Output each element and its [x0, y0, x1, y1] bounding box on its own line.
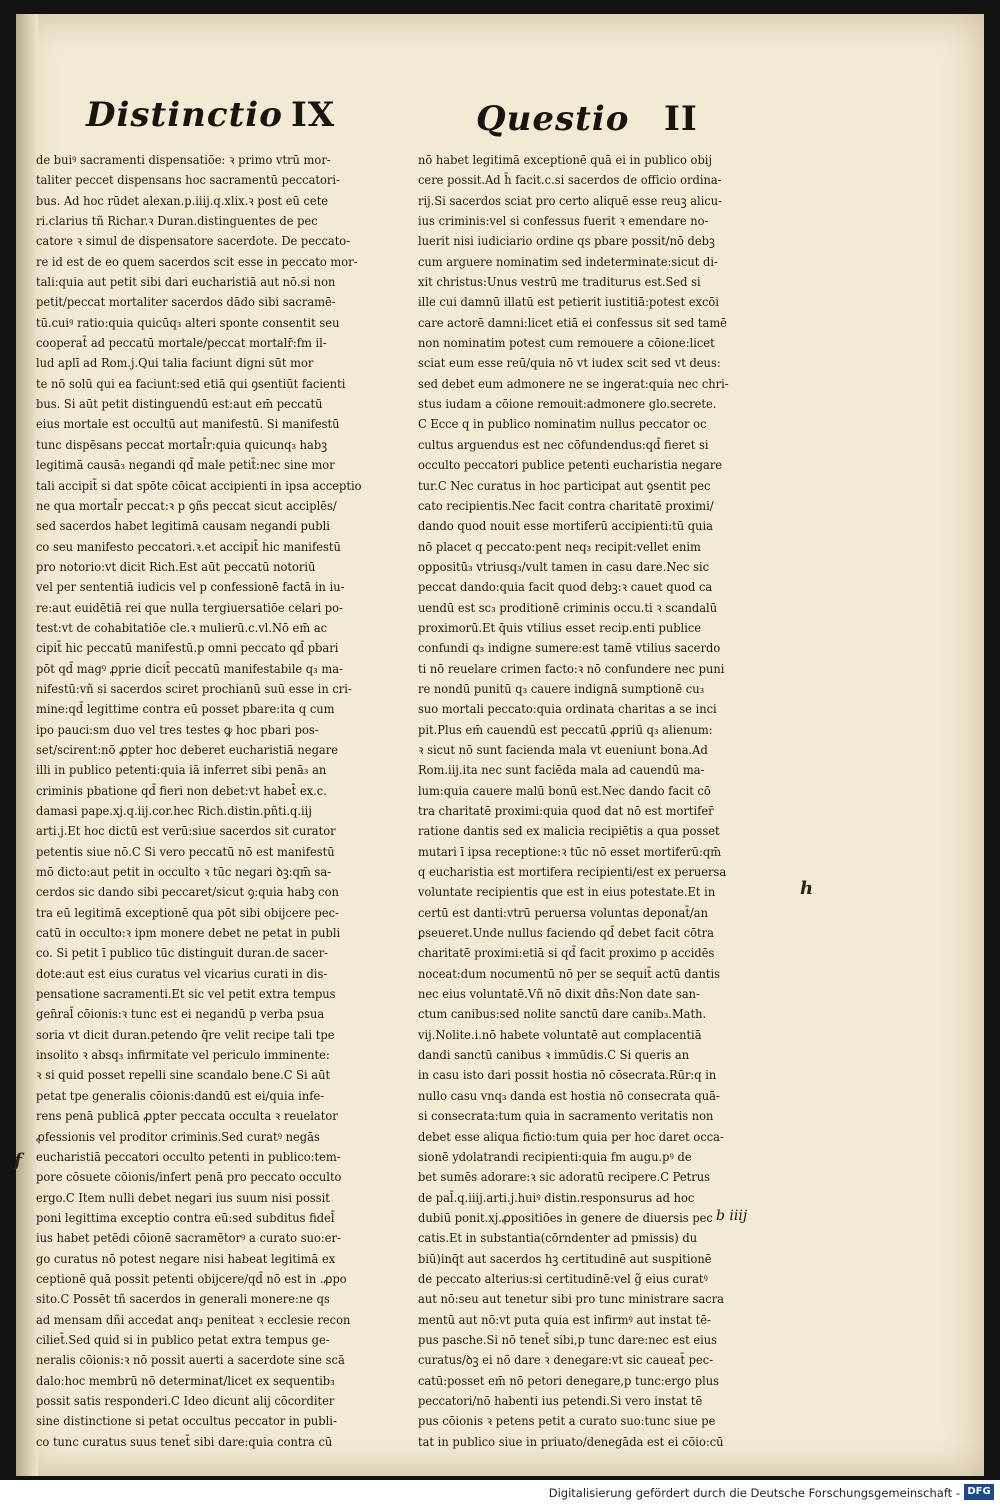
right-column-line: proximorū.Et q̄uis vtilius esset recip.enti publice	[418, 620, 702, 635]
left-column-line: mine:qd̄ legittime contra eū posset pbare:ita q cum	[36, 702, 335, 717]
left-column-line: ad mensam dñi accedat anq₃ peniteat ꝛ ecclesie recon	[36, 1312, 351, 1327]
left-column-line: pro notorio:vt dicit Rich.Est aūt peccatū notoriū	[36, 559, 316, 574]
left-column-line: pore cōsuete cōionis/infert penā pro peccato occulto	[36, 1170, 342, 1185]
left-column-line: co seu manifesto peccatori.ꝛ.et accipit̄ hic manifestū	[36, 539, 341, 554]
footer-credit: Digitalisierung gefördert durch die Deutsche Forschungsgemeinschaft -	[548, 1486, 960, 1500]
left-column-line: ne qua mortal̄r peccat:ꝛ p ꝯñs peccat sicut acciplēs/	[36, 498, 337, 513]
header-distinctio-number: IX	[291, 95, 336, 135]
right-column-line: dubiū ponit.xj.ꝓpositiōes in genere de diuersis pec	[418, 1210, 713, 1225]
right-column-line: de pal̄.q.iiij.arti.j.huiꝰ distin.responsurus ad hoc	[418, 1190, 695, 1205]
right-column-line: occulto peccatori publice petenti eucharistia negare	[418, 458, 723, 473]
left-column-line: re id est de eo quem sacerdos scit esse in peccato mor-	[36, 254, 358, 269]
right-column-line: cum arguere nominatim sed indeterminate:sicut di-	[418, 254, 718, 269]
header-questio: Questio	[476, 99, 630, 139]
right-column-line: mutari ī ipsa receptione:ꝛ tūc nō esset mortiferū:qm̄	[418, 844, 722, 859]
right-column-line: tat in publico siue in priuato/denegāda est ei cōio:cū	[418, 1434, 724, 1449]
left-column-line: rens penā publicā ꝓpter peccata occulta ꝛ reuelator	[36, 1109, 338, 1124]
right-column-line: de peccato alterius:si certitudinē:vel g̃ eius curatꝰ	[418, 1271, 708, 1286]
right-column-line: si consecrata:tum quia in sacramento veritatis non	[418, 1109, 714, 1124]
right-column-line: in casu isto dari possit hostia nō cōsecrata.Rūr:q in	[418, 1068, 717, 1083]
left-column-line: ciliet̄.Sed quid si in publico petat extra tempus ge-	[36, 1332, 330, 1347]
right-column-line: pus cōionis ꝛ petens petit a curato suo:tunc siue pe	[418, 1414, 716, 1429]
right-column-line: nō habet legitimā exceptionē quā ei in publico obij	[418, 153, 712, 167]
left-column-line: cerdos sic dando sibi peccaret/sicut ꝯ:quia habꝫ con	[36, 885, 339, 900]
right-column-line: curatus/ꝺꝫ ei nō dare ꝛ denegare:vt sic caueat̄ pec-	[418, 1353, 714, 1368]
left-column-line: tunc dispēsans peccat mortal̄r:quia quicunq₃ habꝫ	[36, 437, 328, 452]
left-column-line: dote:aut est eius curatus vel vicarius curati in dis-	[36, 966, 328, 981]
left-column-line: arti.j.Et hoc dictū est verū:siue sacerdos sit curator	[36, 824, 336, 839]
right-column-line: catis.Et in substantia(cōrndenter ad pmissis) du	[418, 1231, 698, 1246]
left-column-line: criminis pbatione qd̄ fieri non debet:vt habet̄ ex.c.	[36, 783, 327, 798]
right-column-line: ctum canibus:sed nolite sanctū dare canib₃.Math.	[418, 1007, 707, 1022]
right-column-line: ti nō reuelare crimen facto:ꝛ nō confundere nec puni	[418, 661, 725, 676]
right-column-line: confundi q₃ indigne sumere:est tamē vtilius sacerdo	[418, 641, 721, 656]
right-column-line: bet sumēs adorare:ꝛ sic adoratū recipere.C Petrus	[418, 1170, 711, 1185]
right-column-line: charitatē proximi:etiā si qd̄ facit proximo p accidēs	[418, 946, 715, 961]
left-column-line: tali:quia aut petit sibi dari eucharistiā aut nō.si non	[36, 275, 336, 290]
header-distinctio: Distinctio	[86, 95, 283, 135]
left-column-line: pōt qd̄ magꝰ ꝓprie dicit̄ peccatū manifestabile q₃ ma-	[36, 661, 343, 676]
left-column-line: mō dicto:aut petit in occulto ꝛ tūc negari ꝺꝫ:qm̄ sa-	[36, 865, 332, 880]
right-column-line: peccat dando:quia facit quod debꝫ:ꝛ cauet quod ca	[418, 580, 713, 595]
left-column-line: neralis cōionis:ꝛ nō possit auerti a sacerdote sine scā	[36, 1353, 345, 1368]
right-column-line: cultus arguendus est nec cōfundendus:qd̄ fieret si	[418, 437, 709, 452]
header-questio-number: II	[664, 99, 698, 139]
right-column-line: dandi sanctū canibus ꝛ immūdis.C Si queris an	[418, 1048, 690, 1063]
running-header	[86, 95, 726, 155]
left-column-line: tū.cuiꝰ ratio:quia quicūq₃ alteri sponte consentit seu	[36, 315, 340, 330]
right-column-line: re nondū punitū q₃ cauere indignā sumptionē cu₃	[418, 681, 705, 696]
left-column-line: ipo pauci:sm duo vel tres testes ꝙ hoc pbari pos-	[36, 722, 319, 737]
left-column-line: ius habet petēdi cōionē sacramētorꝰ a curato suo:er-	[36, 1231, 341, 1246]
left-column-line: tali accipit̄ si dat spōte cōicat accipienti in ipsa acceptio	[36, 478, 362, 493]
right-column-line: ille cui damnū illatū est petierit iustitiā:potest excōi	[418, 295, 719, 310]
left-column-line: taliter peccet dispensans hoc sacramentū peccatori-	[36, 173, 340, 188]
left-column-line: tra eū legitimā exceptionē qua pōt sibi obijcere pec-	[36, 905, 339, 920]
right-column-line: certū est danti:vtrū peruersa voluntas deponat̄/an	[418, 905, 708, 920]
right-column-line: pit.Plus em̄ cauendū est peccatū ꝓpriū q₃ alienum:	[418, 722, 713, 737]
right-column-line: biū)inq̄t aut sacerdos hꝫ certitudinē aut suspitionē	[418, 1251, 712, 1266]
left-column-line: nifestū:vñ si sacerdos sciret prochianū suū esse in cri-	[36, 681, 352, 696]
right-column-line: peccatori/nō habenti ius petendi.Si vero instat tē	[418, 1393, 703, 1408]
right-column-line: ꝛ sicut nō sunt facienda mala vt eueniunt bona.Ad	[418, 742, 708, 757]
right-column-line: lum:quia cauere malū bonū est.Nec dando facit cō	[418, 783, 711, 798]
right-column-line: Rom.iij.ita nec sunt faciēda mala ad cauendū ma-	[418, 763, 705, 778]
right-column-line: sciat eum esse reū/quia nō vt iudex scit sed vt deus:	[418, 356, 721, 371]
left-column-line: cipit̄ hic peccatū manifestū.p omni peccato qd̄ pbari	[36, 641, 339, 656]
left-column-line: vel per sententiā iudicis vel p confessionē factā in iu-	[36, 580, 345, 595]
right-column-line: tur.C Nec curatus in hoc participat aut ꝯsentit pec	[418, 478, 711, 493]
signature-mark: b iiij	[716, 1208, 748, 1224]
right-column-line: pus pasche.Si nō tenet̄ sibi,p tunc dare:nec est eius	[418, 1332, 718, 1347]
left-column-line: de buiꝰ sacramenti dispensatiōe: ꝛ primo vtrū mor-	[36, 153, 331, 167]
left-column-line: catū in occulto:ꝛ ipm monere debet ne petat in publi	[36, 926, 341, 941]
left-column-line: test:vt de cohabitatiōe cle.ꝛ mulierū.c.vl.Nō em̄ ac	[36, 620, 328, 635]
right-column-line: sionē ydolatrandi recipienti:quia fm augu.pꝰ de	[418, 1149, 692, 1164]
right-column-line: nec eius voluntatē.Vñ nō dixit dñs:Non date san-	[418, 987, 700, 1002]
right-column-line: xit christus:Unus vestrū me traditurus est.Sed si	[418, 275, 701, 290]
text-column-right	[418, 150, 788, 1449]
left-column-line: te nō solū qui ea faciunt:sed etiā qui ꝯsentiūt facienti	[36, 376, 346, 391]
left-column-line: cooperat̄ ad peccatū mortale/peccat mortalr̄:fm il-	[36, 336, 327, 351]
left-column-line: eius mortale est occultū aut manifestū. Si manifestū	[36, 417, 340, 432]
right-column-line: ius criminis:vel si confessus fuerit ꝛ emendare no-	[418, 214, 709, 229]
left-column-line: go curatus nō potest negare nisi habeat legitimā ex	[36, 1251, 336, 1266]
right-column-line: suo mortali peccato:quia ordinata charitas a se inci	[418, 702, 717, 717]
left-column-line: soria vt dicit duran.petendo q̄re velit recipe tali tpe	[36, 1027, 335, 1042]
right-column-line: nullo casu vnq₃ danda est hostia nō consecrata quā-	[418, 1088, 720, 1103]
right-column-line: cere possit.Ad h̄ facit.c.si sacerdos de officio ordina-	[418, 173, 722, 188]
marginal-note-left: f	[14, 1150, 22, 1171]
left-column-line: petit/peccat mortaliter sacerdos dādo sibi sacramē-	[36, 295, 336, 310]
left-column-line: sito.C Possēt tñ sacerdos in generali monere:ne qs	[36, 1292, 330, 1307]
left-column-line: petentis siue nō.C Si vero peccatū nō est manifestū	[36, 844, 335, 859]
left-column-line: ꝛ si quid posset repelli sine scandalo bene.C Si aūt	[36, 1068, 331, 1083]
left-column-line: eucharistiā peccatori occulto petenti in publico:tem-	[36, 1149, 341, 1164]
left-column-line: sine distinctione si petat occultus peccator in publi-	[36, 1414, 337, 1429]
left-column-line: legitimā causā₃ negandi qd̄ male petit̄:nec sine mor	[36, 458, 335, 473]
left-column-line: ꝓfessionis vel proditor criminis.Sed curatꝰ negās	[36, 1129, 320, 1144]
left-column-line: poni legittima exceptio contra eū:sed subditus fidel̄	[36, 1210, 335, 1225]
left-column-line: lud aplī ad Rom.j.Qui talia faciunt digni sūt mor	[36, 356, 314, 371]
text-column-left	[36, 150, 406, 1449]
left-column-line: set/scirent:nō ꝓpter hoc deberet eucharistiā negare	[36, 742, 338, 757]
right-column-line: vij.Nolite.i.nō habete voluntatē aut complacentiā	[418, 1027, 702, 1042]
right-column-line: cato recipientis.Nec facit contra charitatē proximi/	[418, 498, 714, 513]
right-column-line: noceat:dum nocumentū nō per se sequit̄ actū dantis	[418, 966, 720, 981]
left-column-line: dalo:hoc membrū nō determinat/licet ex sequentib₃	[36, 1373, 335, 1388]
right-column-line: sed debet eum admonere ne se ingerat:quia nec chri-	[418, 376, 729, 391]
left-column-line: damasi pape.xj.q.iij.cor.hec Rich.distin.pñti.q.iij	[36, 804, 312, 818]
right-column-line: tra charitatē proximi:quia quod dat nō est mortifer̄	[418, 804, 714, 818]
right-column-line: care actorē damni:licet etiā ei confessus sit sed tamē	[418, 315, 727, 330]
left-column-line: ergo.C Item nulli debet negari ius suum nisi possit	[36, 1190, 330, 1205]
page-binding-edge	[16, 14, 38, 1476]
right-column-line: luerit nisi iudiciario ordine qs pbare possit/nō debꝫ	[418, 234, 715, 249]
left-column-line: gen̄ral̄ cōionis:ꝛ tunc est ei negandū p verba psua	[36, 1007, 325, 1022]
right-column-line: uendū est sc₃ proditionē criminis occu.ti ꝛ scandalū	[418, 600, 718, 615]
marginal-note-right: h	[800, 878, 814, 899]
right-column-line: rij.Si sacerdos sciat pro certo aliquē esse reuꝫ alicu-	[418, 193, 723, 208]
left-column-line: re:aut euidētiā rei que nulla tergiuersatiōe celari po-	[36, 600, 343, 615]
left-column-line: possit satis responderi.C Ideo dicunt alij cōcorditer	[36, 1393, 335, 1408]
right-column-line: q eucharistia est mortifera recipienti/est ex peruersa	[418, 865, 727, 880]
right-column-line: C Ecce q in publico nominatim nullus peccator oc	[418, 417, 707, 432]
left-column-line: illi in publico petenti:quia iā inferret sibi penā₃ an	[36, 763, 327, 778]
left-column-line: sed sacerdos habet legitimā causam negandi publi	[36, 519, 330, 534]
right-column-line: oppositū₃ vtriusq₃/vult tamen in casu dare.Nec sic	[418, 559, 710, 574]
right-column-line: nō placet q peccato:pent neq₃ recipit:vellet enim	[418, 539, 701, 554]
right-column-line: catū:posset em̄ nō petori denegare,p tunc:ergo plus	[418, 1373, 720, 1388]
right-column-line: non nominatim potest cum remouere a cōione:licet	[418, 336, 715, 351]
left-column-line: bus. Si aūt petit distinguendū est:aut em̄ peccatū	[36, 397, 323, 412]
right-column-line: mentū aut nō:vt puta quia est infirmꝰ aut instat tē-	[418, 1312, 711, 1327]
left-column-line: ceptionē quā possit petenti obijcere/qd̄ nō est in .ꝓpo	[36, 1271, 347, 1286]
right-column-line: aut nō:seu aut tenetur sibi pro tunc ministrare sacra	[418, 1292, 725, 1307]
left-column-line: co tunc curatus suus tenet̄ sibi dare:quia contra cū	[36, 1434, 333, 1449]
left-column-line: pensatione sacramenti.Et sic vel petit extra tempus	[36, 987, 336, 1002]
right-column-line: ꝑseueret.Unde nullus faciendo qd̄ debet facit cōtra	[418, 926, 714, 941]
left-column-line: insolito ꝛ absq₃ infirmitate vel periculo imminente:	[36, 1048, 330, 1063]
dfg-logo: DFG	[964, 1484, 994, 1500]
left-column-line: catore ꝛ simul de dispensatore sacerdote. De peccato-	[36, 234, 351, 249]
left-column-line: co. Si petit ī publico tūc distinguit duran.de sacer-	[36, 946, 329, 961]
left-column-line: bus. Ad hoc rūdet alexan.p.iiij.q.xlix.ꝛ post eū cete	[36, 193, 329, 208]
right-column-line: voluntate recipientis que est in eius potestate.Et in	[418, 885, 716, 900]
right-column-line: dando quod nouit esse mortiferū accipienti:tū quia	[418, 519, 713, 534]
right-column-line: ratione dantis sed ex malicia recipiētis a qua posset	[418, 824, 720, 839]
right-column-line: stus iudam a cōione remouit:admonere glo.secrete.	[418, 397, 717, 412]
left-column-line: ri.clarius tñ Richar.ꝛ Duran.distinguentes de pec	[36, 214, 318, 229]
right-column-line: debet esse aliqua fictio:tum quia per hoc daret occa-	[418, 1129, 724, 1144]
left-column-line: petat tpe generalis cōionis:dandū est ei/quia infe-	[36, 1088, 325, 1103]
